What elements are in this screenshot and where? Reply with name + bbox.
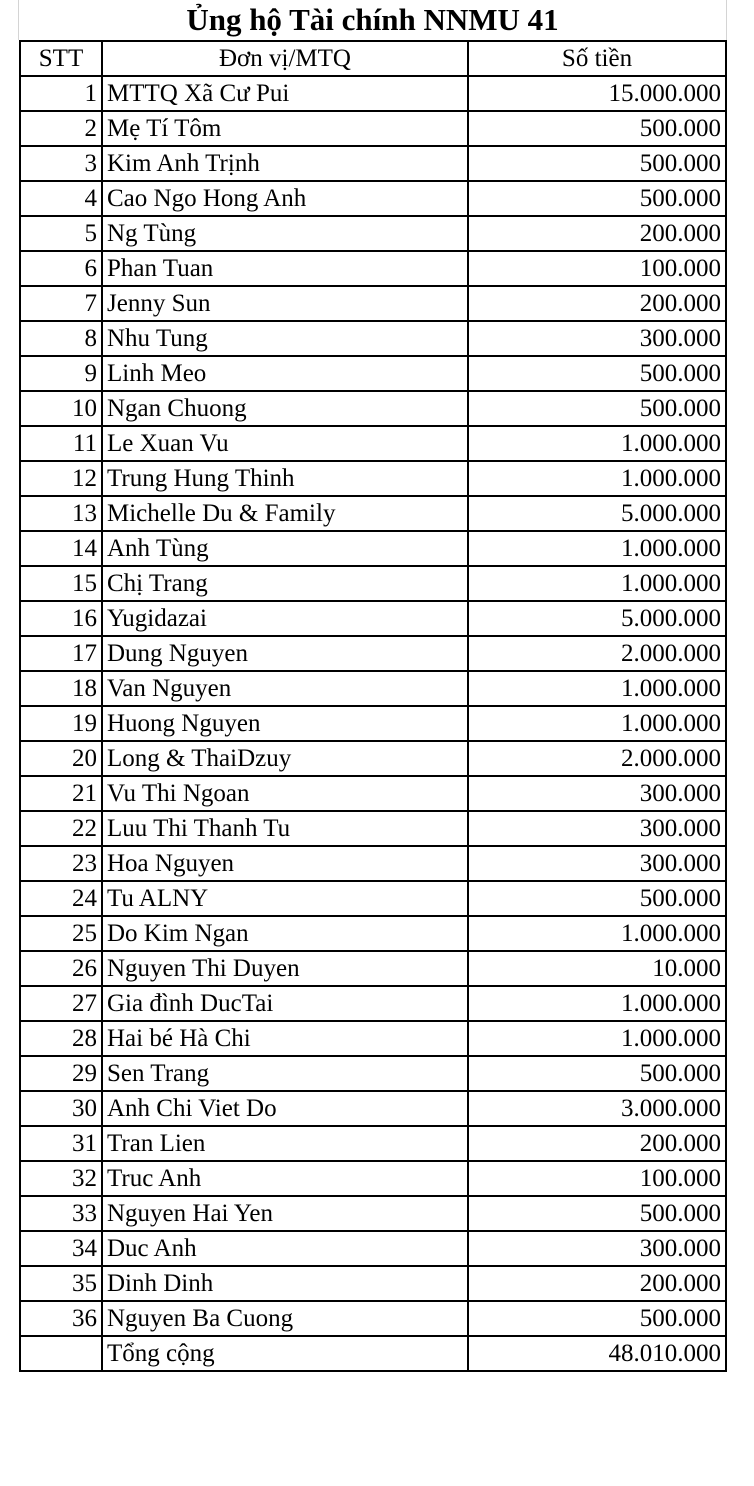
cell-donor-name[interactable]: Le Xuan Vu: [102, 426, 468, 461]
cell-amount[interactable]: 1.000.000: [468, 461, 726, 496]
cell-donor-name[interactable]: Van Nguyen: [102, 671, 468, 706]
cell-donor-name[interactable]: Chị Trang: [102, 566, 468, 601]
cell-donor-name[interactable]: Nguyen Hai Yen: [102, 1196, 468, 1231]
table-row: [20, 916, 726, 951]
table-row: [20, 706, 726, 741]
cell-amount[interactable]: 5.000.000: [468, 496, 726, 531]
cell-donor-name[interactable]: Long & ThaiDzuy: [102, 741, 468, 776]
cell-amount[interactable]: 500.000: [468, 881, 726, 916]
cell-amount[interactable]: 100.000: [468, 1161, 726, 1196]
cell-donor-name[interactable]: Ngan Chuong: [102, 391, 468, 426]
cell-amount[interactable]: 1.000.000: [468, 916, 726, 951]
table-row: [20, 76, 726, 111]
cell-donor-name[interactable]: Huong Nguyen: [102, 706, 468, 741]
cell-amount[interactable]: 500.000: [468, 1301, 726, 1336]
table-row: [20, 636, 726, 671]
cell-stt[interactable]: 3: [20, 146, 102, 181]
cell-stt[interactable]: 28: [20, 1021, 102, 1056]
cell-stt[interactable]: 29: [20, 1056, 102, 1091]
cell-amount[interactable]: 300.000: [468, 321, 726, 356]
table-row: [20, 1091, 726, 1126]
cell-donor-name[interactable]: Dung Nguyen: [102, 636, 468, 671]
cell-stt[interactable]: 31: [20, 1126, 102, 1161]
cell-stt[interactable]: 34: [20, 1231, 102, 1266]
cell-stt[interactable]: 2: [20, 111, 102, 146]
cell-amount[interactable]: 200.000: [468, 1126, 726, 1161]
cell-amount[interactable]: 2.000.000: [468, 741, 726, 776]
cell-amount[interactable]: 500.000: [468, 1196, 726, 1231]
table-row: [20, 496, 726, 531]
cell-donor-name[interactable]: Sen Trang: [102, 1056, 468, 1091]
table-row: [20, 1056, 726, 1091]
table-row: [20, 811, 726, 846]
cell-donor-name[interactable]: Nguyen Thi Duyen: [102, 951, 468, 986]
table-row: [20, 146, 726, 181]
cell-amount[interactable]: 15.000.000: [468, 76, 726, 111]
cell-stt[interactable]: 20: [20, 741, 102, 776]
table-row: [20, 846, 726, 881]
cell-donor-name[interactable]: Tu ALNY: [102, 881, 468, 916]
table-row: [20, 1126, 726, 1161]
cell-donor-name[interactable]: Nguyen Ba Cuong: [102, 1301, 468, 1336]
cell-stt[interactable]: 26: [20, 951, 102, 986]
cell-stt[interactable]: 24: [20, 881, 102, 916]
table-row: [20, 356, 726, 391]
cell-stt[interactable]: 11: [20, 426, 102, 461]
cell-donor-name[interactable]: Gia đình DucTai: [102, 986, 468, 1021]
cell-donor-name[interactable]: Do Kim Ngan: [102, 916, 468, 951]
cell-amount[interactable]: 1.000.000: [468, 1021, 726, 1056]
table-row: [20, 881, 726, 916]
cell-donor-name[interactable]: Anh Tùng: [102, 531, 468, 566]
sheet-title[interactable]: Ủng hộ Tài chính NNMU 41: [186, 2, 559, 37]
cell-donor-name[interactable]: MTTQ Xã Cư Pui: [102, 76, 468, 111]
cell-donor-name[interactable]: Nhu Tung: [102, 321, 468, 356]
table-row: [20, 286, 726, 321]
cell-stt[interactable]: 14: [20, 531, 102, 566]
table-row: [20, 741, 726, 776]
cell-donor-name[interactable]: Ng Tùng: [102, 216, 468, 251]
total-amount[interactable]: 48.010.000: [468, 1336, 726, 1371]
gridline: [726, 0, 727, 40]
table-row: [20, 461, 726, 496]
cell-stt[interactable]: 35: [20, 1266, 102, 1301]
cell-amount[interactable]: 1.000.000: [468, 531, 726, 566]
cell-stt[interactable]: 6: [20, 251, 102, 286]
cell-amount[interactable]: 200.000: [468, 216, 726, 251]
table-row: [20, 1161, 726, 1196]
total-row: [20, 1336, 726, 1371]
cell-amount[interactable]: 500.000: [468, 1056, 726, 1091]
table-row: [20, 216, 726, 251]
table-row: [20, 776, 726, 811]
cell-donor-name[interactable]: Mẹ Tí Tôm: [102, 111, 468, 146]
cell-total-stt[interactable]: [20, 1336, 102, 1371]
cell-donor-name[interactable]: Tran Lien: [102, 1126, 468, 1161]
cell-donor-name[interactable]: Kim Anh Trịnh: [102, 146, 468, 181]
cell-amount[interactable]: 5.000.000: [468, 601, 726, 636]
cell-stt[interactable]: 19: [20, 706, 102, 741]
cell-stt[interactable]: 30: [20, 1091, 102, 1126]
cell-donor-name[interactable]: Duc Anh: [102, 1231, 468, 1266]
cell-stt[interactable]: 33: [20, 1196, 102, 1231]
cell-donor-name[interactable]: Yugidazai: [102, 601, 468, 636]
cell-stt[interactable]: 22: [20, 811, 102, 846]
table-row: [20, 1196, 726, 1231]
cell-amount[interactable]: 200.000: [468, 286, 726, 321]
cell-donor-name[interactable]: Hai bé Hà Chi: [102, 1021, 468, 1056]
cell-stt[interactable]: 32: [20, 1161, 102, 1196]
cell-donor-name[interactable]: Jenny Sun: [102, 286, 468, 321]
cell-stt[interactable]: 4: [20, 181, 102, 216]
total-label[interactable]: Tổng cộng: [102, 1336, 468, 1371]
table-row: [20, 1231, 726, 1266]
cell-donor-name[interactable]: Trung Hung Thinh: [102, 461, 468, 496]
cell-amount[interactable]: 1.000.000: [468, 426, 726, 461]
cell-stt[interactable]: 36: [20, 1301, 102, 1336]
cell-stt[interactable]: 21: [20, 776, 102, 811]
column-header-name[interactable]: Đơn vị/MTQ: [102, 41, 468, 76]
cell-donor-name[interactable]: Truc Anh: [102, 1161, 468, 1196]
cell-stt[interactable]: 12: [20, 461, 102, 496]
cell-amount[interactable]: 1.000.000: [468, 671, 726, 706]
cell-donor-name[interactable]: Vu Thi Ngoan: [102, 776, 468, 811]
column-header-stt[interactable]: STT: [20, 41, 102, 76]
cell-stt[interactable]: 8: [20, 321, 102, 356]
cell-stt[interactable]: 7: [20, 286, 102, 321]
cell-amount[interactable]: 500.000: [468, 391, 726, 426]
cell-donor-name[interactable]: Michelle Du & Family: [102, 496, 468, 531]
cell-donor-name[interactable]: Phan Tuan: [102, 251, 468, 286]
table-row: [20, 111, 726, 146]
cell-amount[interactable]: 1.000.000: [468, 706, 726, 741]
table-row: [20, 181, 726, 216]
cell-stt[interactable]: 10: [20, 391, 102, 426]
cell-amount[interactable]: 3.000.000: [468, 1091, 726, 1126]
cell-stt[interactable]: 16: [20, 601, 102, 636]
cell-amount[interactable]: 300.000: [468, 811, 726, 846]
table-row: [20, 391, 726, 426]
table-row: [20, 566, 726, 601]
cell-amount[interactable]: 2.000.000: [468, 636, 726, 671]
cell-donor-name[interactable]: Cao Ngo Hong Anh: [102, 181, 468, 216]
table-row: [20, 986, 726, 1021]
table-row: [20, 671, 726, 706]
cell-donor-name[interactable]: Linh Meo: [102, 356, 468, 391]
cell-donor-name[interactable]: Dinh Dinh: [102, 1266, 468, 1301]
cell-amount[interactable]: 300.000: [468, 776, 726, 811]
cell-amount[interactable]: 300.000: [468, 846, 726, 881]
cell-amount[interactable]: 300.000: [468, 1231, 726, 1266]
table-row: [20, 1301, 726, 1336]
cell-stt[interactable]: 15: [20, 566, 102, 601]
cell-donor-name[interactable]: Hoa Nguyen: [102, 846, 468, 881]
cell-amount[interactable]: 200.000: [468, 1266, 726, 1301]
table-row: [20, 951, 726, 986]
column-header-amount[interactable]: Số tiền: [468, 41, 726, 76]
table-row: [20, 601, 726, 636]
cell-donor-name[interactable]: Luu Thi Thanh Tu: [102, 811, 468, 846]
cell-amount[interactable]: 100.000: [468, 251, 726, 286]
table-body: [20, 76, 726, 1336]
table-row: [20, 251, 726, 286]
table-row: [20, 321, 726, 356]
table-row: [20, 426, 726, 461]
cell-amount[interactable]: 500.000: [468, 111, 726, 146]
cell-stt[interactable]: 13: [20, 496, 102, 531]
cell-amount[interactable]: 10.000: [468, 951, 726, 986]
cell-amount[interactable]: 500.000: [468, 181, 726, 216]
table-row: [20, 531, 726, 566]
header-row: [20, 41, 726, 76]
cell-amount[interactable]: 1.000.000: [468, 566, 726, 601]
cell-stt[interactable]: 1: [20, 76, 102, 111]
cell-stt[interactable]: 9: [20, 356, 102, 391]
table-row: [20, 1266, 726, 1301]
cell-amount[interactable]: 500.000: [468, 146, 726, 181]
cell-donor-name[interactable]: Anh Chi Viet Do: [102, 1091, 468, 1126]
donation-table: [19, 40, 727, 1372]
cell-stt[interactable]: 23: [20, 846, 102, 881]
cell-stt[interactable]: 27: [20, 986, 102, 1021]
table-row: [20, 1021, 726, 1056]
cell-stt[interactable]: 17: [20, 636, 102, 671]
cell-stt[interactable]: 18: [20, 671, 102, 706]
cell-stt[interactable]: 5: [20, 216, 102, 251]
cell-amount[interactable]: 500.000: [468, 356, 726, 391]
cell-stt[interactable]: 25: [20, 916, 102, 951]
cell-amount[interactable]: 1.000.000: [468, 986, 726, 1021]
